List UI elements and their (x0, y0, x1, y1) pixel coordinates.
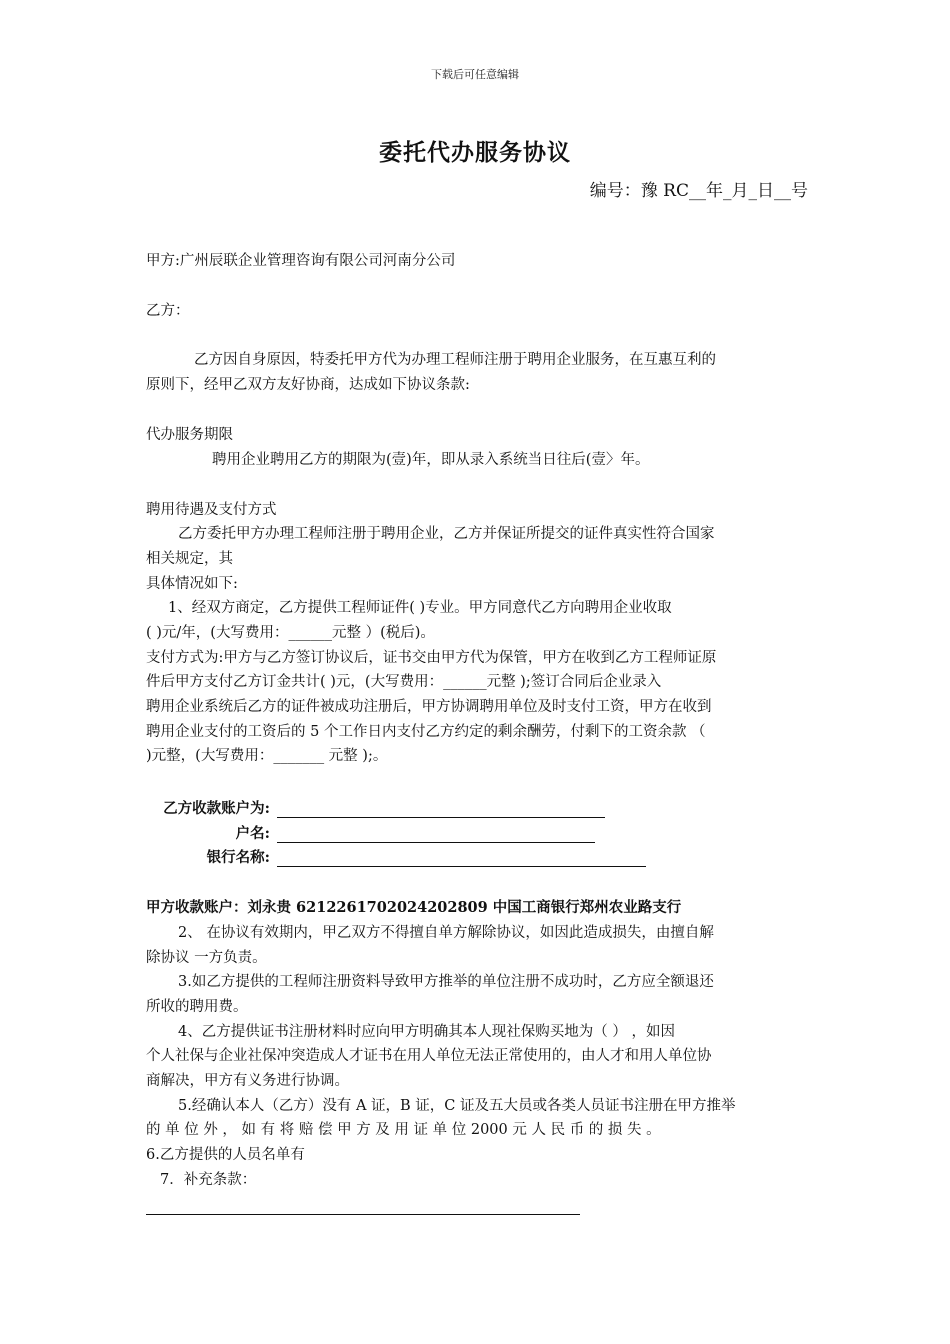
pay-line: 聘用企业支付的工资后的 5 个工作日内支付乙方约定的剩余酬劳，付剩下的工资余款 （ (146, 724, 706, 740)
header-note: 下载后可任意编辑 (431, 68, 519, 81)
account-label: 乙方收款账户为: (163, 800, 270, 817)
bank-name-blank-line (277, 866, 646, 867)
pay-line: 件后甲方支付乙方订金共计( )元，(大写费用：______元整 );签订合同后企业录入 (146, 674, 662, 690)
clause-line: 所收的聘用费。 (146, 999, 248, 1015)
supplement-blank-line (146, 1214, 580, 1215)
intro-line-1: 乙方因自身原因，特委托甲方代为办理工程师注册于聘用企业服务，在互惠互利的 (194, 352, 716, 368)
term-heading: 代办服务期限 (146, 427, 233, 443)
bank-name-label: 银行名称: (206, 849, 270, 866)
clause-line: 除协议 一方负责。 (146, 950, 267, 966)
pay-line: 聘用企业系统后乙方的证件被成功注册后，甲方协调聘用单位及时支付工资，甲方在收到 (146, 699, 712, 715)
pay-line: 乙方委托甲方办理工程师注册于聘用企业，乙方并保证所提交的证件真实性符合国家 (178, 526, 715, 542)
account-name-blank-line (277, 842, 595, 843)
clause-line: 2、 在协议有效期内，甲乙双方不得擅自单方解除协议，如因此造成损失，由擅自解 (178, 925, 714, 941)
clause-line: 商解决，甲方有义务进行协调。 (146, 1073, 349, 1089)
account-blank-line (277, 817, 605, 818)
pay-line: 1、经双方商定，乙方提供工程师证件( )专业。甲方同意代乙方向聘用企业收取 (168, 600, 672, 616)
party-a-account: 甲方收款账户：刘永贵 6212261702024202809 中国工商银行郑州农业路支行 (146, 899, 682, 916)
pay-line: )元整，(大写费用：_______ 元整 );。 (146, 748, 388, 764)
clause-line: 5.经确认本人（乙方）没有 A 证，B 证，C 证及五大员或各类人员证书注册在甲方推举 (178, 1098, 736, 1114)
pay-line: 具体情况如下: (146, 576, 238, 592)
party-a: 甲方:广州辰联企业管理咨询有限公司河南分公司 (146, 253, 456, 269)
clause-line: 6.乙方提供的人员名单有 (146, 1147, 305, 1163)
clause-line: 7．补充条款： (160, 1172, 257, 1188)
party-b: 乙方： (146, 303, 190, 319)
clause-line: 3.如乙方提供的工程师注册资料导致甲方推举的单位注册不成功时，乙方应全额退还 (178, 974, 714, 990)
intro-line-2: 原则下，经甲乙双方友好协商，达成如下协议条款: (146, 377, 470, 393)
document-title: 委托代办服务协议 (379, 139, 571, 166)
pay-line: 支付方式为:甲方与乙方签订协议后，证书交由甲方代为保管，甲方在收到乙方工程师证原 (146, 650, 717, 666)
clause-line: 4、乙方提供证书注册材料时应向甲方明确其本人现社保购买地为（ ） ，如因 (178, 1024, 675, 1040)
account-name-label: 户名: (235, 825, 270, 842)
pay-heading: 聘用待遇及支付方式 (146, 502, 277, 518)
term-text: 聘用企业聘用乙方的期限为(壹)年，即从录入系统当日往后(壹〉年。 (212, 452, 650, 468)
document-number: 编号：豫 RC__年_月_日__号 (589, 181, 808, 201)
clause-line: 个人社保与企业社保冲突造成人才证书在用人单位无法正常使用的，由人才和用人单位协 (146, 1048, 712, 1064)
pay-line: 相关规定，其 (146, 551, 233, 567)
pay-line: ( )元/年，(大写费用：______元整 ）(税后)。 (146, 625, 435, 641)
clause-line: 的 单 位 外 ， 如 有 将 赔 偿 甲 方 及 用 证 单 位 2000 元 人 民 币 的 损 失 。 (146, 1122, 661, 1138)
